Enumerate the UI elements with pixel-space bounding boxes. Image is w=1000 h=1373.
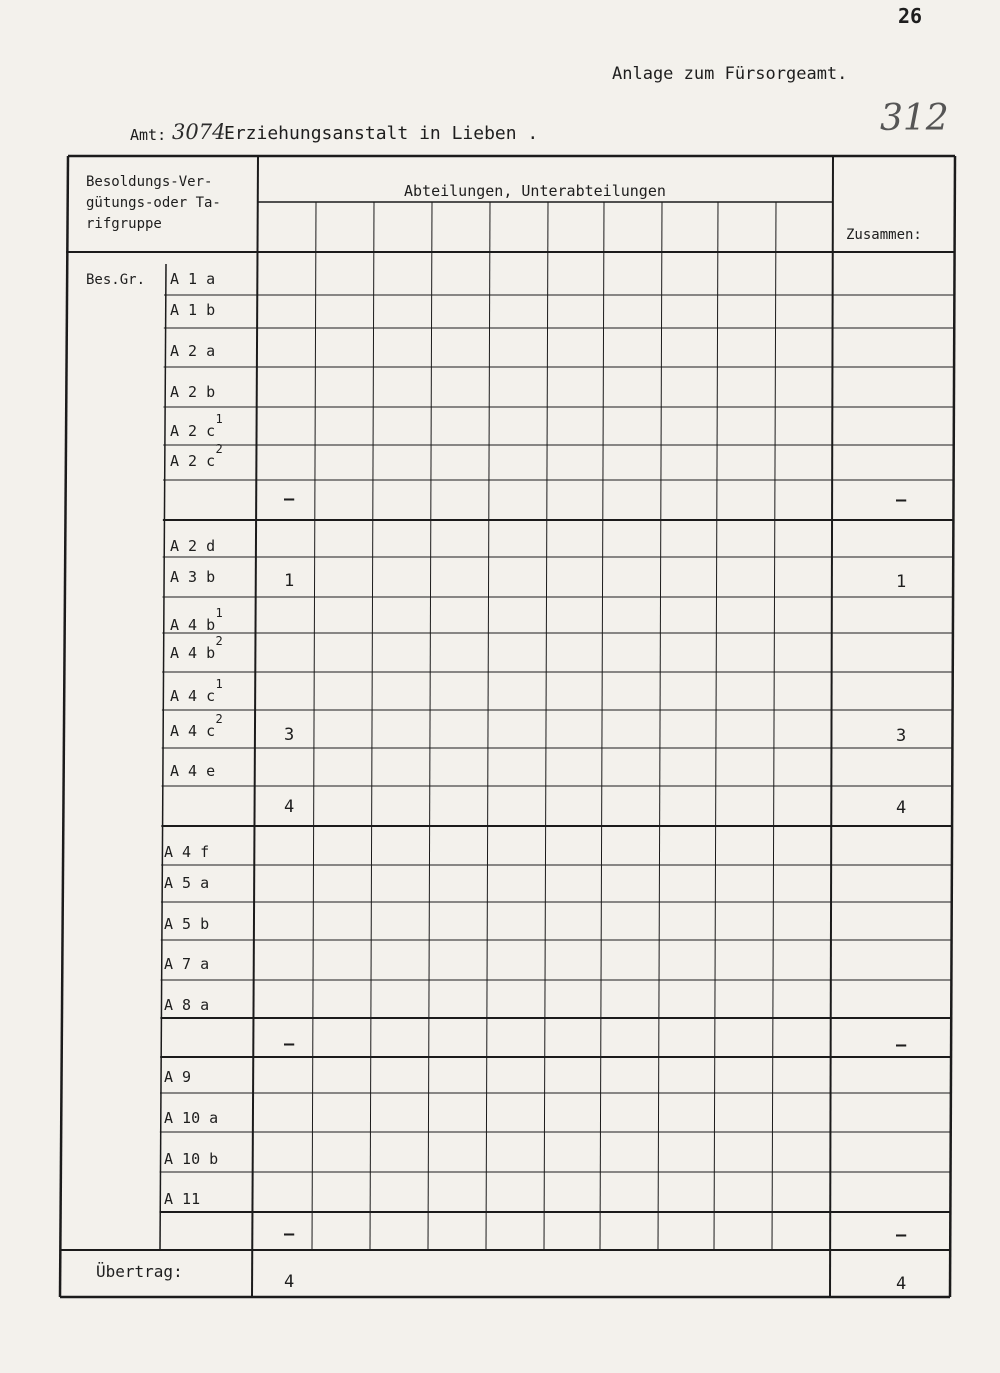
group-label: A 2 c xyxy=(170,452,216,470)
row-total: – xyxy=(896,1225,907,1245)
carryover-value: 4 xyxy=(284,1272,295,1292)
table-border-left xyxy=(60,156,68,1297)
group-label: A 11 xyxy=(164,1190,201,1208)
group-label: A 8 a xyxy=(164,996,210,1014)
label-column-divider xyxy=(160,264,166,1250)
group-label: A 4 e xyxy=(170,762,216,780)
row-total: – xyxy=(896,490,907,510)
group-label: A 1 a xyxy=(170,270,216,288)
carryover-total: 4 xyxy=(896,1274,907,1294)
group-label: A 10 a xyxy=(164,1109,219,1127)
archive-number: 312 xyxy=(880,98,949,139)
group-superscript: 1 xyxy=(215,677,223,691)
department-value: 4 xyxy=(284,797,295,817)
department-value: 3 xyxy=(284,725,295,745)
group-label: A 2 d xyxy=(170,537,216,555)
group-column-header: Besoldungs-Ver- gütungs-oder Ta- rifgruppe xyxy=(86,174,221,232)
departments-column-header: Abteilungen, Unterabteilungen xyxy=(404,182,666,200)
row-total: 1 xyxy=(896,572,907,592)
group-column-divider xyxy=(252,156,258,1297)
page-number: 26 xyxy=(898,4,923,28)
group-superscript: 2 xyxy=(215,712,223,726)
row-total: 3 xyxy=(896,726,907,746)
group-label: A 4 f xyxy=(164,843,210,861)
group-label: A 4 b xyxy=(170,616,216,634)
group-label: A 4 c xyxy=(170,722,216,740)
group-superscript: 1 xyxy=(215,606,223,620)
group-superscript: 2 xyxy=(215,634,223,648)
department-value: – xyxy=(284,1034,295,1054)
amt-number: 3074 xyxy=(172,120,226,144)
group-label: A 7 a xyxy=(164,955,210,973)
group-label: A 2 b xyxy=(170,383,216,401)
institution-name: Erziehungsanstalt in Lieben . xyxy=(224,123,539,144)
group-label: A 5 a xyxy=(164,874,210,892)
section-label: Bes.Gr. xyxy=(86,272,146,288)
row-total: 4 xyxy=(896,798,907,818)
table-border-right xyxy=(950,156,955,1297)
total-column-divider xyxy=(830,156,833,1297)
group-label: A 1 b xyxy=(170,301,216,319)
group-label: A 4 c xyxy=(170,687,216,705)
group-label: A 4 b xyxy=(170,644,216,662)
amt-label: Amt: xyxy=(130,126,167,144)
total-column-header: Zusammen: xyxy=(846,227,922,243)
group-superscript: 1 xyxy=(215,412,223,426)
group-label: A 9 xyxy=(164,1068,192,1086)
group-label: A 5 b xyxy=(164,915,210,933)
department-value: – xyxy=(284,489,295,509)
group-label: A 2 a xyxy=(170,342,216,360)
group-label: A 10 b xyxy=(164,1150,219,1168)
department-value: – xyxy=(284,1224,295,1244)
annex-title: Anlage zum Fürsorgeamt. xyxy=(612,64,848,84)
group-label: A 2 c xyxy=(170,422,216,440)
group-superscript: 2 xyxy=(215,442,223,456)
group-label: A 3 b xyxy=(170,568,216,586)
row-total: – xyxy=(896,1035,907,1055)
department-value: 1 xyxy=(284,571,295,591)
carryover-label: Übertrag: xyxy=(96,1262,183,1281)
